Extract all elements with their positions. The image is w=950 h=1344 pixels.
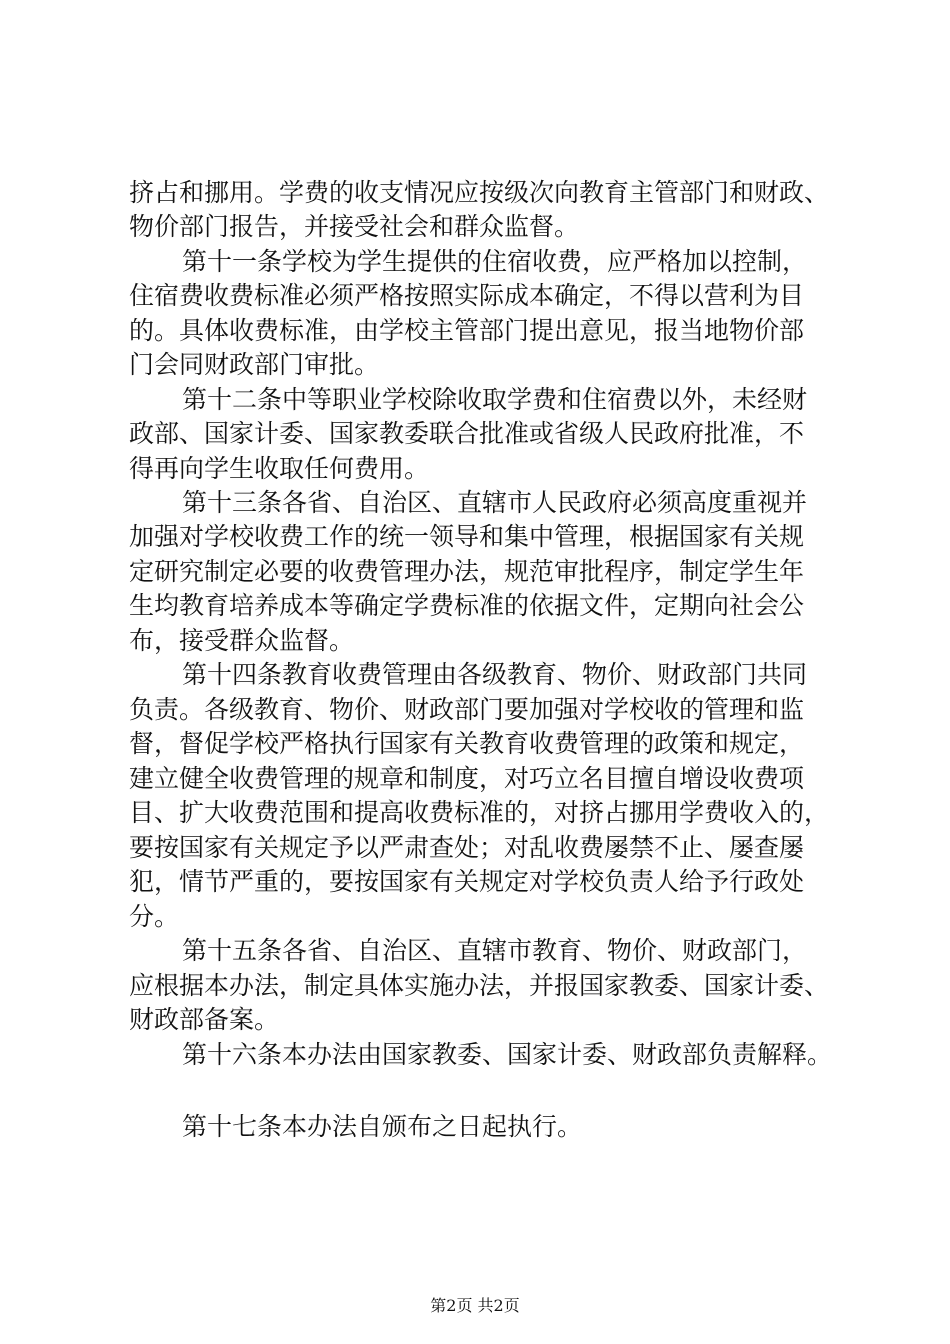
text-line: 建立健全收费管理的规章和制度，对巧立名目擅自增设收费项 <box>129 764 805 793</box>
text-line: 财政部备案。 <box>129 1005 280 1034</box>
text-line: 目、扩大收费范围和提高收费标准的，对挤占挪用学费收入的， <box>129 798 830 827</box>
text-line: 第十三条各省、自治区、直辖市人民政府必须高度重视并 <box>182 488 808 517</box>
text-line: 第十四条教育收费管理由各级教育、物价、财政部门共同 <box>182 660 808 689</box>
text-line: 要按国家有关规定予以严肃查处；对乱收费屡禁不止、屡查屡 <box>129 833 805 862</box>
text-line: 应根据本办法，制定具体实施办法，并报国家教委、国家计委、 <box>129 971 830 1000</box>
text-line: 得再向学生收取任何费用。 <box>129 454 430 483</box>
text-line: 生均教育培养成本等确定学费标准的依据文件，定期向社会公 <box>129 591 805 620</box>
text-line: 门会同财政部门审批。 <box>129 350 380 379</box>
text-line: 物价部门报告，并接受社会和群众监督。 <box>129 212 580 241</box>
text-line: 分。 <box>129 902 180 931</box>
text-line: 犯，情节严重的，要按国家有关规定对学校负责人给予行政处 <box>129 867 805 896</box>
text-line: 住宿费收费标准必须严格按照实际成本确定，不得以营利为目 <box>129 281 805 310</box>
text-line: 督，督促学校严格执行国家有关教育收费管理的政策和规定， <box>129 729 805 758</box>
text-line: 政部、国家计委、国家教委联合批准或省级人民政府批准，不 <box>129 419 805 448</box>
text-line: 挤占和挪用。学费的收支情况应按级次向教育主管部门和财政、 <box>129 178 830 207</box>
text-line: 布，接受群众监督。 <box>129 626 355 655</box>
page-number: 第2页 共2页 <box>430 1296 520 1315</box>
text-line: 定研究制定必要的收费管理办法，规范审批程序，制定学生年 <box>129 557 805 586</box>
text-line: 第十一条学校为学生提供的住宿收费，应严格加以控制， <box>182 247 808 276</box>
text-line: 负责。各级教育、物价、财政部门要加强对学校收的管理和监 <box>129 695 805 724</box>
text-line: 第十五条各省、自治区、直辖市教育、物价、财政部门， <box>182 936 808 965</box>
text-line: 第十二条中等职业学校除收取学费和住宿费以外，未经财 <box>182 385 808 414</box>
text-line: 第十六条本办法由国家教委、国家计委、财政部负责解释。 <box>182 1040 833 1069</box>
text-line: 加强对学校收费工作的统一领导和集中管理，根据国家有关规 <box>129 522 805 551</box>
text-line: 第十七条本办法自颁布之日起执行。 <box>182 1112 583 1141</box>
text-line: 的。具体收费标准，由学校主管部门提出意见，报当地物价部 <box>129 316 805 345</box>
